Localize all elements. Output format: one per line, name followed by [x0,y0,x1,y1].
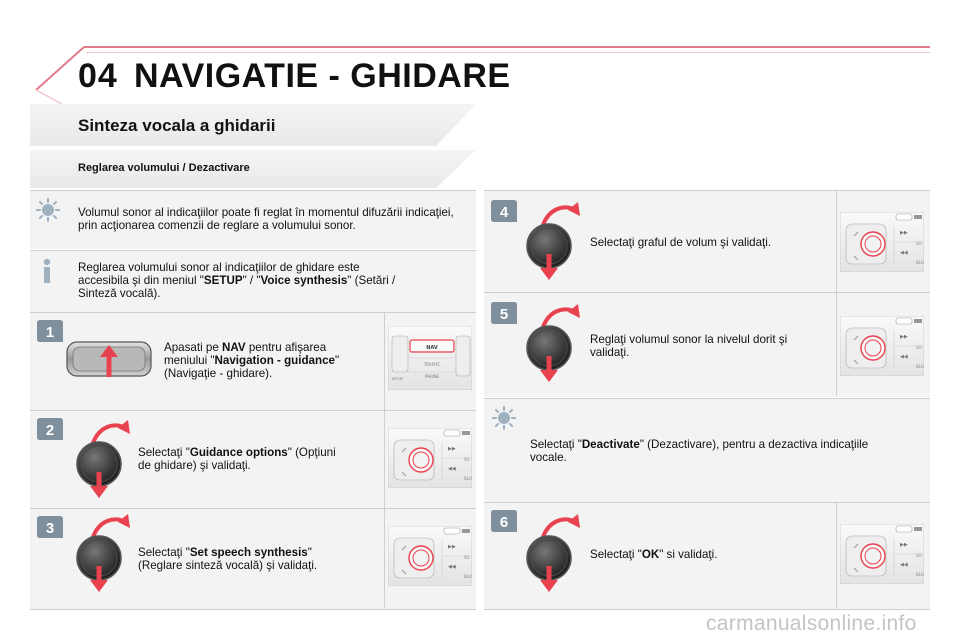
step-4-badge [490,198,518,224]
step-1-divider [384,313,385,410]
control-panel-illustration [840,316,924,376]
step-6-number: 6 [499,514,509,531]
control-panel-illustration [388,526,472,586]
step-6-badge [490,508,518,534]
rotary-knob-icon [518,514,580,592]
step-4-text: Selectaţi graful de volum şi validaţi. [590,236,772,249]
nav-panel-illustration [388,326,472,390]
setup-menu-label: SETUP [203,274,243,287]
info-line1: Reglarea volumului sonor al indicaţiilor de ghidare este [78,261,360,274]
rotary-knob-icon [518,202,580,280]
watermark: carmanualsonline.info [706,612,917,635]
page-title: NAVIGATIE - GHIDARE [134,57,511,95]
nav-button-icon [66,340,152,378]
step-5-badge [490,300,518,326]
step-1-number: 1 [45,324,55,341]
guidance-options-label: Guidance options [189,446,288,459]
tip-text: Volumul sonor al indicaţiilor poate fi reglat în momentul difuzării indicaţiei, prin acţionarea comenzii de reglare a volumului sonor. [78,206,454,232]
voice-synthesis-label: Voice synthesis [260,274,348,287]
rotary-knob-icon [518,304,580,382]
chapter-number: 04 [78,57,118,95]
step-6-divider [836,503,837,608]
rotary-knob-icon [68,420,130,498]
step-5-text: Reglaţi volumul sonor la nivelul dorit şi validaţi. [590,333,788,359]
nav-key-label: NAV [222,341,246,354]
control-panel-illustration [840,524,924,584]
step-2-badge [36,416,64,442]
tip-icon [492,406,516,430]
step-1-text: Apasati pe NAV pentru afişarea meniului "Navigation - guidance" (Navigaţie - ghidare). [164,341,340,380]
step-6-text: Selectaţi "OK" si validaţi. [590,548,718,561]
step-3-number: 3 [45,520,55,537]
control-panel-illustration [388,428,472,488]
control-panel-illustration [840,212,924,272]
subsection-title: Reglarea volumului / Dezactivare [78,162,250,174]
header-rule-thin [86,52,930,53]
info-line3: Sinteză vocală). [78,287,161,300]
info-text [78,261,468,300]
step-5-divider [836,293,837,396]
navigation-guidance-label: Navigation - guidance [214,354,335,367]
step-4-divider [836,191,837,292]
ok-label: OK [641,548,660,561]
step-4-number: 4 [499,204,509,221]
set-speech-synthesis-label: Set speech synthesis [189,546,308,559]
nav-panel-phone-label: PHONE [424,374,440,379]
section-title: Sinteza vocala a ghidarii [78,116,276,135]
info-line2: accesibila şi din meniul "SETUP" / "Voice synthesis" (Setări / [78,274,396,287]
step-2-text: Selectaţi "Guidance options" (Opţiuni de ghidare) şi validaţi. [138,446,336,472]
rotary-knob-icon [68,514,130,592]
step-2-number: 2 [45,422,55,439]
step-1-badge [36,318,64,344]
step-3-badge [36,514,64,540]
deactivate-label: Deactivate [581,438,640,451]
nav-panel-nav-label: NAV [426,345,438,351]
step-3-divider [384,509,385,608]
tip-icon [36,198,60,222]
info-icon [38,258,56,284]
step-3-text: Selectaţi "Set speech synthesis" (Reglare sinteză vocală) şi validaţi. [138,546,318,572]
step-5-number: 5 [499,306,509,323]
nav-panel-traffic-label: TRAFFIC [423,362,441,367]
deactivate-tip-text: Selectaţi "Deactivate" (Dezactivare), pentru a dezactiva indicaţiile vocale. [530,438,869,464]
header-rule [84,46,930,48]
step-2-divider [384,411,385,508]
nav-panel-setup-label: SETUP [392,377,404,381]
